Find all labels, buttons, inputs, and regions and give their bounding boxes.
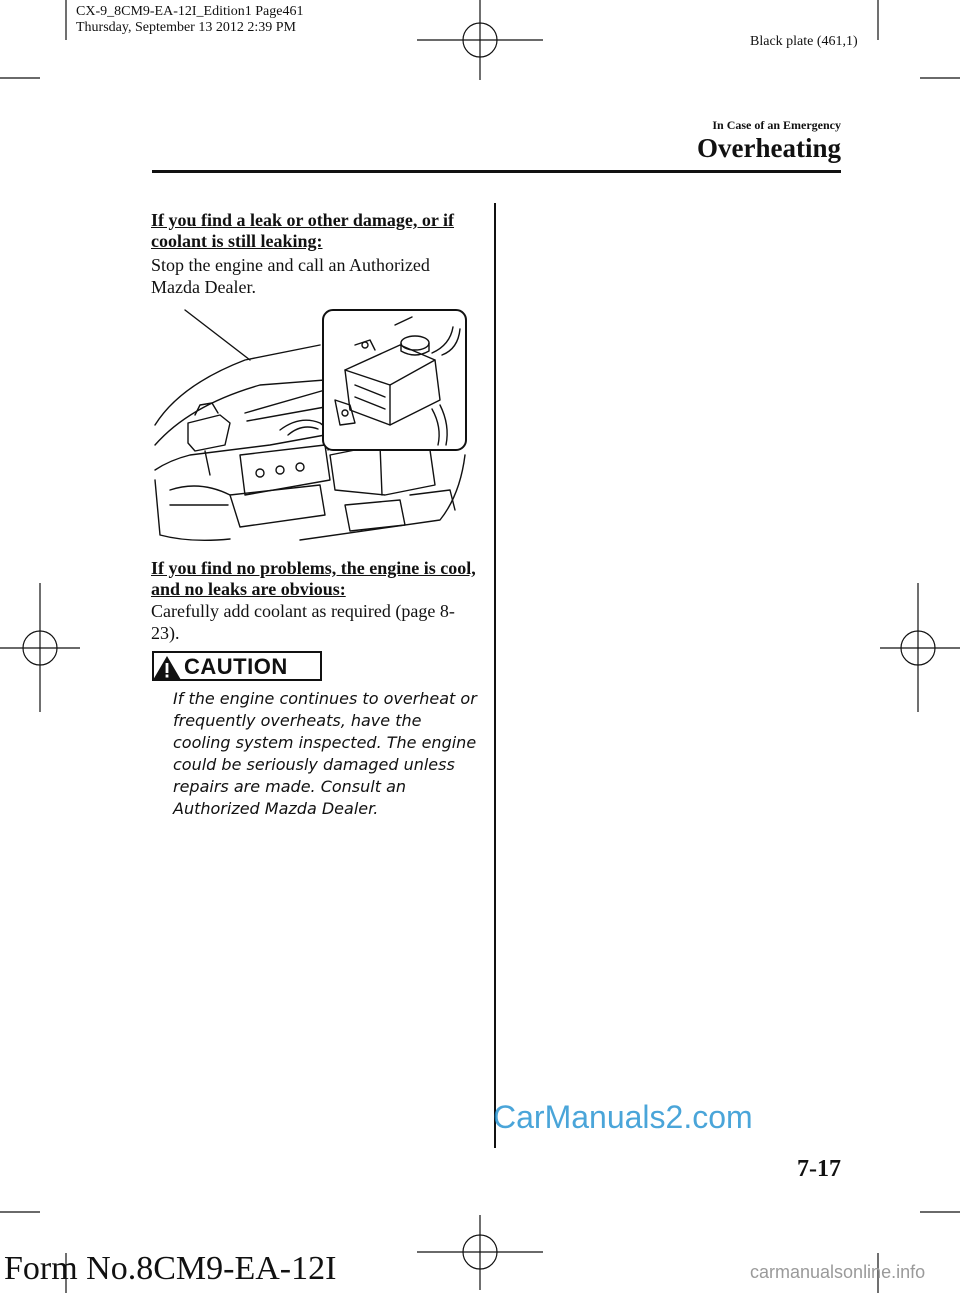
slug-line-1: CX-9_8CM9-EA-12I_Edition1 Page461 xyxy=(76,4,304,19)
column-divider xyxy=(494,203,496,1148)
watermark-carmanualsonline: carmanualsonline.info xyxy=(750,1262,926,1282)
page-number: 7-17 xyxy=(797,1156,841,1182)
section-label: In Case of an Emergency xyxy=(712,118,841,132)
warning-triangle-icon xyxy=(152,655,182,681)
caution-text: If the engine continues to overheat or frequently overheats, have the cooling system inspected. The engine could be seriously damaged unless repairs are made. Consult an Authorized Mazda Dealer. xyxy=(173,689,477,818)
engine-coolant-reservoir-illustration xyxy=(150,305,470,545)
text-leak: Stop the engine and call an Authorized Mazda Dealer. xyxy=(151,255,430,297)
heading-no-problems: If you find no problems, the engine is cool, and no leaks are obvious: xyxy=(151,558,476,599)
plate-label: Black plate (461,1) xyxy=(750,34,858,49)
slug-line-2: Thursday, September 13 2012 2:39 PM xyxy=(76,20,296,35)
page-title: Overheating xyxy=(697,133,841,163)
caution-label: CAUTION xyxy=(184,654,288,679)
watermark-carmanuals2: CarManuals2.com xyxy=(493,1099,753,1135)
text-add-coolant: Carefully add coolant as required (page 8-23). xyxy=(151,601,455,643)
caution-banner xyxy=(152,651,322,681)
header-rule xyxy=(152,170,841,173)
heading-leak: If you find a leak or other damage, or if coolant is still leaking: xyxy=(151,210,455,251)
form-number: Form No.8CM9-EA-12I xyxy=(4,1250,337,1287)
slug-info xyxy=(76,4,303,36)
